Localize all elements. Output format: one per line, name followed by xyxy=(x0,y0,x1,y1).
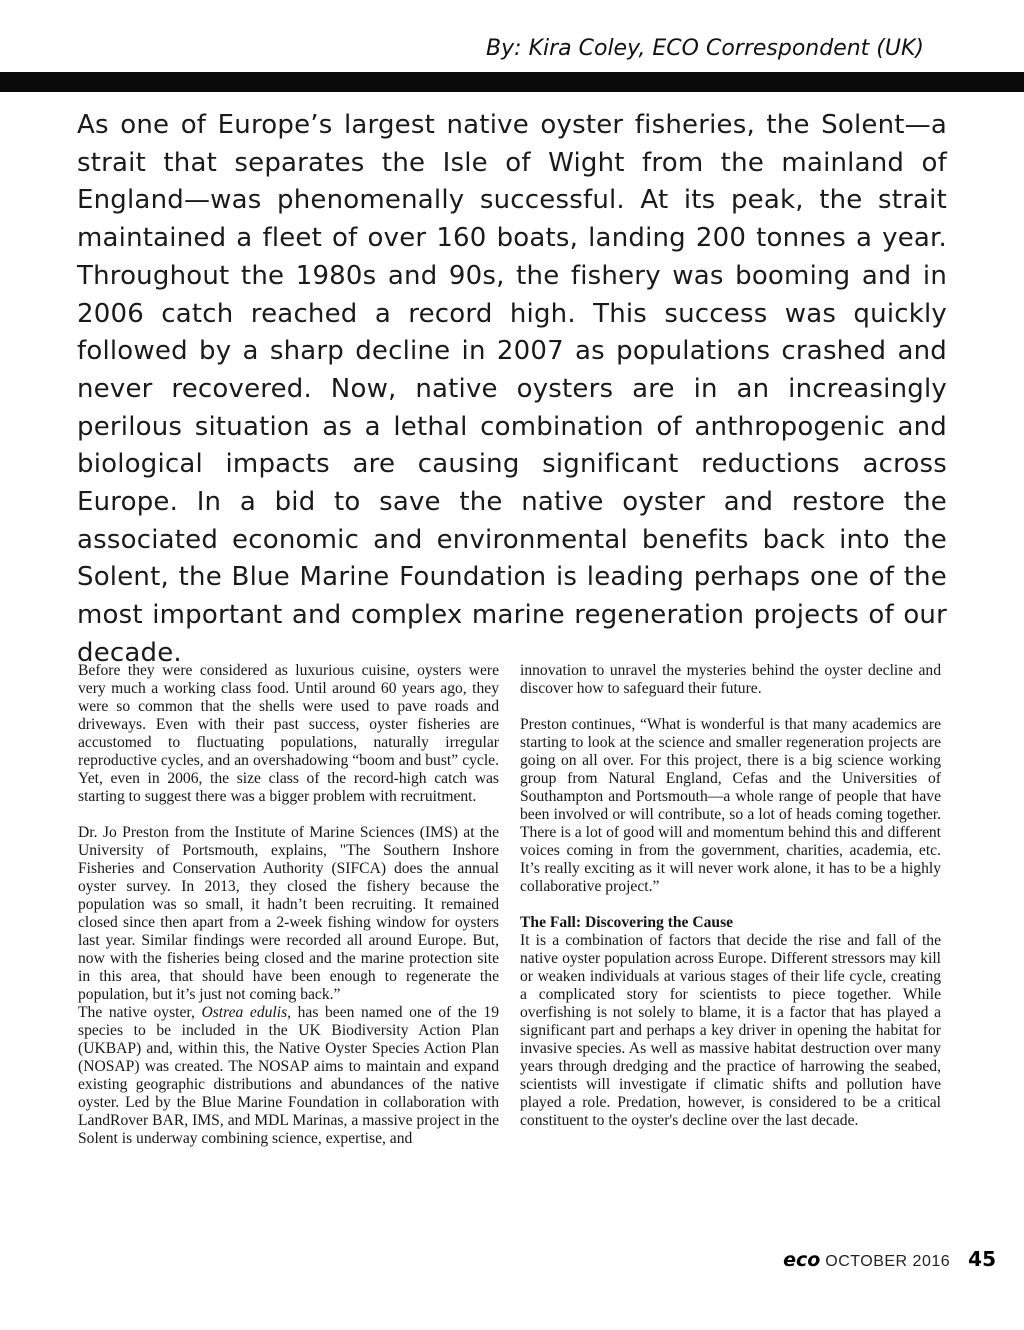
body-paragraph: innovation to unravel the mysteries behind the oyster decline and discover how to safeguard their future. xyxy=(520,662,941,697)
body-paragraph: Preston continues, “What is wonderful is that many academics are starting to look at the science and smaller regeneration projects are going on all over. For this project, there is a big science working group from Natural England, Cefas and the Universities of Southampton and Portsmouth—a whole range of people that have been involved or will contribute, so a lot of heads coming together. There is a lot of good will and momentum behind this and different voices coming in from the government, charities, academia, etc. It’s really exciting as it will never work alone, it has to be a highly collaborative project.” xyxy=(520,716,941,895)
intro-paragraph: As one of Europe’s largest native oyster fisheries, the Solent—a strait that separates the Isle of Wight from the mainland of England—was phenomenally successful. At its peak, the strait maintained a fleet of over 160 boats, landing 200 tonnes a year. Throughout the 1980s and 90s, the fishery was booming and in 2006 catch reached a record high. This success was quickly followed by a sharp decline in 2007 as populations crashed and never recovered. Now, native oysters are in an increasingly perilous situation as a lethal combination of anthropogenic and biological impacts are causing significant reductions across Europe. In a bid to save the native oyster and restore the associated economic and environmental benefits back into the Solent, the Blue Marine Foundation is leading perhaps one of the most important and complex marine regeneration projects of our decade. xyxy=(77,110,947,668)
issue-date: OCTOBER 2016 xyxy=(825,1253,951,1270)
page-footer xyxy=(783,1247,996,1271)
species-name: Ostrea edulis xyxy=(201,1004,288,1021)
left-column xyxy=(78,662,499,1148)
body-paragraph xyxy=(78,1004,499,1148)
page-number: 45 xyxy=(968,1247,996,1271)
magazine-logo: eco xyxy=(783,1249,821,1271)
header-rule xyxy=(0,72,1024,92)
section-heading: The Fall: Discovering the Cause xyxy=(520,914,734,931)
body-paragraph: It is a combination of factors that decide the rise and fall of the native oyster population across Europe. Different stressors may kill or weaken individuals at various stages of their life cycle, creating a complicated story for scientists to piece together. While overfishing is not solely to blame, it is a factor that has played a significant part and perhaps a key driver in opening the habitat for invasive species. As well as massive habitat destruction over many years through dredging and the practice of harrowing the seabed, scientists will investigate if climatic shifts and pollution have played a role. Predation, however, is considered to be a critical constituent to the oyster's decline over the last decade. xyxy=(520,932,941,1129)
body-paragraph: Before they were considered as luxurious cuisine, oysters were very much a working class food. Until around 60 years ago, they were so common that the shells were used to pave roads and driveways. Even with their past success, oyster fisheries are accustomed to fluctuating populations, naturally irregular reproductive cycles, and an overshadowing “boom and bust” cycle. Yet, even in 2006, the size class of the record-high catch was starting to suggest there was a bigger problem with recruitment. xyxy=(78,662,499,805)
text-run: The native oyster, xyxy=(78,1004,202,1021)
body-paragraph: Dr. Jo Preston from the Institute of Marine Sciences (IMS) at the University of Portsmouth, explains, "The Southern Inshore Fisheries and Conservation Authority (SIFCA) does the annual oyster survey. In 2013, they closed the fishery because the population was so small, it hadn’t been recruiting. It remained closed since then apart from a 2-week fishing window for oysters last year. Similar findings were recorded all around Europe. But, now with the fisheries being closed and the marine protection site in this area, that should have been enough to regenerate the population, but it’s just not coming back.” xyxy=(78,824,499,1003)
right-column xyxy=(520,662,941,1130)
byline: By: Kira Coley, ECO Correspondent (UK) xyxy=(486,36,924,61)
text-run: , has been named one of the 19 species to be included in the UK Biodiversity Action Plan (UKBAP) and, within this, the Native Oyster Species Action Plan (NOSAP) was created. The NOSAP aims to maintain and expand existing geographic distributions and abundances of the native oyster. Led by the Blue Marine Foundation in collaboration with LandRover BAR, IMS, and MDL Marinas, a massive project in the Solent is underway combining science, expertise, and xyxy=(78,1004,499,1147)
